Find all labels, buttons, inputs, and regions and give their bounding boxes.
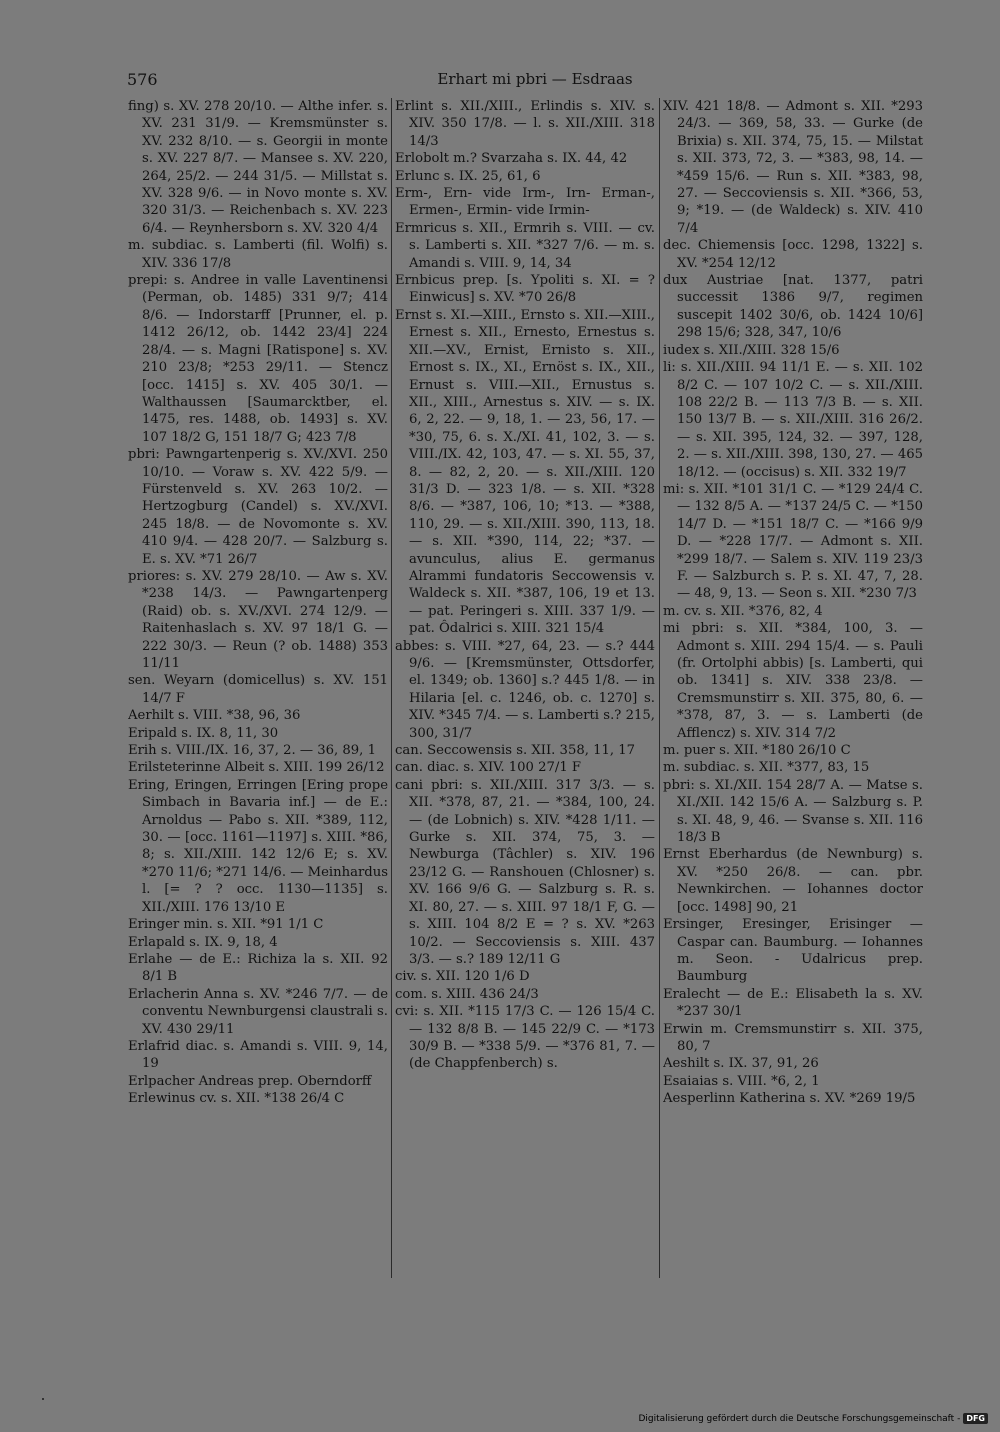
index-entry: XIV. 421 18/8. — Admont s. XII. *293 24/3. — 369, 58, 33. — Gurke (de Brixia) s. XII. 374, 75, 15. — Milstat s. XII. 373, 72, 3. — *383, 98, 14. — *459 15/6. — Run s. XII. *383, 98, 27. — Seccoviensis s. XII. *366, 53, 9; *19. — (de Waldeck) s. XIV. 410 7/4 <box>663 99 923 236</box>
index-entry: mi: s. XII. *101 31/1 C. — *129 24/4 C. — 132 8/5 A. — *137 24/5 C. — *150 14/7 D. — *151 18/7 C. — *166 9/9 D. — *228 17/7. — Admont s. XII. *299 18/7. — Salem s. XIV. 119 23/3 F. — Salzburch s. P. s. XI. 47, 7, 28. — 48, 9, 13. — Seon s. XII. *230 7/3 <box>663 481 923 602</box>
index-entry: li: s. XII./XIII. 94 11/1 E. — s. XII. 102 8/2 C. — 107 10/2 C. — s. XII./XIII. 108 22/2 B. — 113 7/3 B. — s. XII. 150 13/7 B. — s. XII./XIII. 316 26/2. — s. XII. 395, 124, 32. — 397, 128, 2. — s. XII./XIII. 398, 130, 27. — 465 18/12. — (occisus) s. XII. 332 19/7 <box>663 360 923 480</box>
index-entry: m. cv. s. XII. *376, 82, 4 <box>663 603 823 619</box>
dfg-logo: DFG <box>963 1413 988 1424</box>
index-entry: Ersinger, Eresinger, Erisinger — Caspar can. Baumburg. — Iohannes m. Seon. - Udalricus prep. Baumburg <box>663 917 923 985</box>
index-entry: pbri: Pawngartenperig s. XV./XVI. 250 10/10. — Voraw s. XV. 422 5/9. — Fürstenveld s. XV. 263 10/2. — Hertzogburg (Candel) s. XV./XVI. 245 18/8. — de Novomonte s. XV. 410 9/4. — 428 20/7. — Salzburg s. E. s. XV. *71 26/7 <box>128 447 388 567</box>
index-entry: Erlint s. XII./XIII., Erlindis s. XIV. s. XIV. 350 17/8. — l. s. XII./XIII. 318 14/3 <box>395 99 655 149</box>
scan-speck <box>42 1398 44 1400</box>
index-entry: fing) s. XV. 278 20/10. — Althe infer. s. XV. 231 31/9. — Kremsmünster s. XV. 232 8/10. — s. Georgii in monte s. XV. 227 8/7. — Mansee s. XV. 220, 264, 25/2. — 244 31/5. — Millstat s. XV. 328 9/6. — in Novo monte s. XV. 320 31/3. — Reichenbach s. XV. 223 6/4. — Reynhersborn s. XV. 320 4/4 <box>128 99 388 236</box>
index-entry: Eripald s. IX. 8, 11, 30 <box>128 725 279 741</box>
index-entry: Ernbicus prep. [s. Ypoliti s. XI. = ? Einwicus] s. XV. *70 26/8 <box>395 273 655 306</box>
column-1 <box>128 98 388 1278</box>
text-columns <box>128 98 923 1278</box>
index-entry: m. puer s. XII. *180 26/10 C <box>663 743 851 759</box>
column-2 <box>395 98 655 1278</box>
index-entry: Erlunc s. IX. 25, 61, 6 <box>395 168 541 184</box>
index-entry: civ. s. XII. 120 1/6 D <box>395 969 530 985</box>
index-entry: Erlpacher Andreas prep. Oberndorff <box>128 1073 372 1089</box>
column-3 <box>663 98 923 1278</box>
index-entry: Erilsteterinne Albeit s. XIII. 199 26/12 <box>128 760 385 776</box>
index-entry: Erih s. VIII./IX. 16, 37, 2. — 36, 89, 1 <box>128 743 376 759</box>
index-entry: Erlacherin Anna s. XV. *246 7/7. — de conventu Newnburgensi claustrali s. XV. 430 29/11 <box>128 986 388 1037</box>
index-entry: Aeshilt s. IX. 37, 91, 26 <box>663 1056 819 1072</box>
index-entry: Erlahe — de E.: Richiza la s. XII. 92 8/1 B <box>128 951 388 985</box>
index-entry: dec. Chiemensis [occ. 1298, 1322] s. XV. *254 12/12 <box>663 238 923 271</box>
running-head: Erhart mi pbri — Esdraas <box>437 70 633 88</box>
index-entry: Aesperlinn Katherina s. XV. *269 19/5 <box>663 1091 916 1107</box>
index-entry: com. s. XIII. 436 24/3 <box>395 986 539 1002</box>
index-entry: Erlafrid diac. s. Amandi s. VIII. 9, 14, 19 <box>128 1038 388 1072</box>
index-entry: mi pbri: s. XII. *384, 100, 3. — Admont s. XIII. 294 15/4. — s. Pauli (fr. Ortolphi abbis) [s. Lamberti, qui ob. 1341] s. XIV. 338 23/8. — Cremsmunstirr s. XII. 375, 80, 6. — *378, 87, 3. — s. Lamberti (de Afflencz) s. XIV. 314 7/2 <box>663 621 923 741</box>
index-entry: Esaiaias s. VIII. *6, 2, 1 <box>663 1073 820 1089</box>
column-divider <box>659 98 660 1278</box>
index-entry: can. Seccowensis s. XII. 358, 11, 17 <box>395 743 636 759</box>
index-entry: Ernst s. XI.—XIII., Ernsto s. XII.—XIII., Ernest s. XII., Ernesto, Ernestus s. XII.—XV., Ernist, Ernisto s. XII., Ernost s. IX., XI., Ernöst s. IX., XII., Ernust s. VIII.—XII., Ernustus s. XII., XIII., Arnestus s. XIV. — s. IX. 6, 2, 22. — 9, 18, 1. — 23, 56, 17. — *30, 75, 6. s. X./XI. 41, 102, 3. — s. VIII./IX. 42, 103, 47. — s. XI. 55, 37, 8. — 82, 2, 20. — s. XII./XIII. 120 31/3 D. — 323 1/8. — s. XII. *328 8/6. — *387, 106, 10; *13. — *388, 110, 29. — s. XII./XIII. 390, 113, 18. — s. XII. *390, 114, 22; *37. — avunculus, alius E. germanus Alrammi fundatoris Seccowensis v. Waldeck s. XII. *387, 106, 19 et 13. — pat. Peringeri s. XIII. 337 1/9. — pat. Ôdalrici s. XIII. 321 15/4 <box>395 307 655 637</box>
index-entry: Erwin m. Cremsmunstirr s. XII. 375, 80, 7 <box>663 1021 923 1054</box>
footer <box>638 1413 988 1424</box>
index-entry: priores: s. XV. 279 28/10. — Aw s. XV. *238 14/3. — Pawngartenperg (Raid) ob. s. XV./XVI. 274 12/9. — Raitenhaslach s. XV. 97 18/1 G. — 222 30/3. — Reun (? ob. 1488) 353 11/11 <box>128 568 388 671</box>
index-entry: Erlewinus cv. s. XII. *138 26/4 C <box>128 1091 345 1107</box>
index-entry: Aerhilt s. VIII. *38, 96, 36 <box>128 708 301 724</box>
page-number: 576 <box>127 70 158 89</box>
index-entry: abbes: s. VIII. *27, 64, 23. — s.? 444 9/6. — [Kremsmünster, Ottsdorfer, el. 1349; ob. 1360] s.? 445 1/8. — in Hilaria [el. c. 1246, ob. c. 1270] s. XIV. *345 7/4. — s. Lamberti s.? 215, 300, 31/7 <box>395 638 655 741</box>
index-entry: Eringer min. s. XII. *91 1/1 C <box>128 917 324 933</box>
index-entry: Erlapald s. IX. 9, 18, 4 <box>128 934 278 950</box>
index-entry: Eralecht — de E.: Elisabeth la s. XV. *237 30/1 <box>663 986 923 1020</box>
index-entry: Erlobolt m.? Svarzaha s. IX. 44, 42 <box>395 151 628 167</box>
index-entry: dux Austriae [nat. 1377, patri successit 1386 9/7, regimen suscepit 1402 30/6, ob. 1424 10/6] 298 15/6; 328, 347, 10/6 <box>663 273 923 341</box>
index-entry: Ering, Eringen, Erringen [Ering prope Simbach in Bavaria inf.] — de E.: Arnoldus — Pabo s. XII. *389, 112, 30. — [occ. 1161—1197] s. XIII. *86, 8; s. XII./XIII. 142 12/6 E; s. XV. *270 11/6; *271 14/6. — Meinhardus l. [= ? ? occ. 1130—1135] s. XII./XIII. 176 13/10 E <box>128 777 388 915</box>
index-entry: m. subdiac. s. XII. *377, 83, 15 <box>663 760 870 776</box>
index-entry: pbri: s. XI./XII. 154 28/7 A. — Matse s. XI./XII. 142 15/6 A. — Salzburg s. P. s. XI. 48, 9, 46. — Svanse s. XII. 116 18/3 B <box>663 777 923 846</box>
index-entry: sen. Weyarn (domicellus) s. XV. 151 14/7 F <box>128 673 388 706</box>
index-entry: cvi: s. XII. *115 17/3 C. — 126 15/4 C. — 132 8/8 B. — 145 22/9 C. — *173 30/9 B. — *338 5/9. — *376 81, 7. — (de Chappfenberch) s. <box>395 1004 655 1072</box>
index-entry: Ermricus s. XII., Ermrih s. VIII. — cv. s. Lamberti s. XII. *327 7/6. — m. s. Amandi s. VIII. 9, 14, 34 <box>395 220 655 271</box>
index-entry: Erm-, Ern- vide Irm-, Irn- Erman-, Ermen-, Ermin- vide Irmin- <box>395 186 655 219</box>
index-entry: can. diac. s. XIV. 100 27/1 F <box>395 760 582 776</box>
footer-credit: Digitalisierung gefördert durch die Deutsche Forschungsgemeinschaft - <box>638 1413 961 1424</box>
index-entry: Ernst Eberhardus (de Newnburg) s. XV. *250 26/8. — can. pbr. Newnkirchen. — Iohannes doctor [occ. 1498] 90, 21 <box>663 847 923 915</box>
index-entry: iudex s. XII./XIII. 328 15/6 <box>663 342 840 358</box>
index-entry: m. subdiac. s. Lamberti (fil. Wolfi) s. XIV. 336 17/8 <box>128 238 388 271</box>
index-entry: prepi: s. Andree in valle Laventinensi (Perman, ob. 1485) 331 9/7; 414 8/6. — Indorstarff [Prunner, el. p. 1412 26/12, ob. 1442 23/4] 224 28/4. — s. Magni [Ratispone] s. XV. 210 23/8; *253 29/11. — Stencz [occ. 1415] s. XV. 405 30/1. — Walthaussen [Saumarcktber, el. 1475, res. 1488, ob. 1493] s. XV. 107 18/2 G, 151 18/7 G; 423 7/8 <box>128 273 388 445</box>
index-entry: cani pbri: s. XII./XIII. 317 3/3. — s. XII. *378, 87, 21. — *384, 100, 24. — (de Lobnich) s. XIV. *428 1/11. — Gurke s. XII. 374, 75, 3. — Newburga (Tâchler) s. XIV. 196 23/12 G. — Ranshouen (Chlosner) s. XV. 166 9/6 G. — Salzburg s. R. s. XI. 80, 27. — s. XIII. 97 18/1 F, G. — s. XIII. 104 8/2 E = ? s. XV. *263 10/2. — Seccoviensis s. XIII. 437 3/3. — s.? 189 12/11 G <box>395 777 655 967</box>
column-divider <box>391 98 392 1278</box>
